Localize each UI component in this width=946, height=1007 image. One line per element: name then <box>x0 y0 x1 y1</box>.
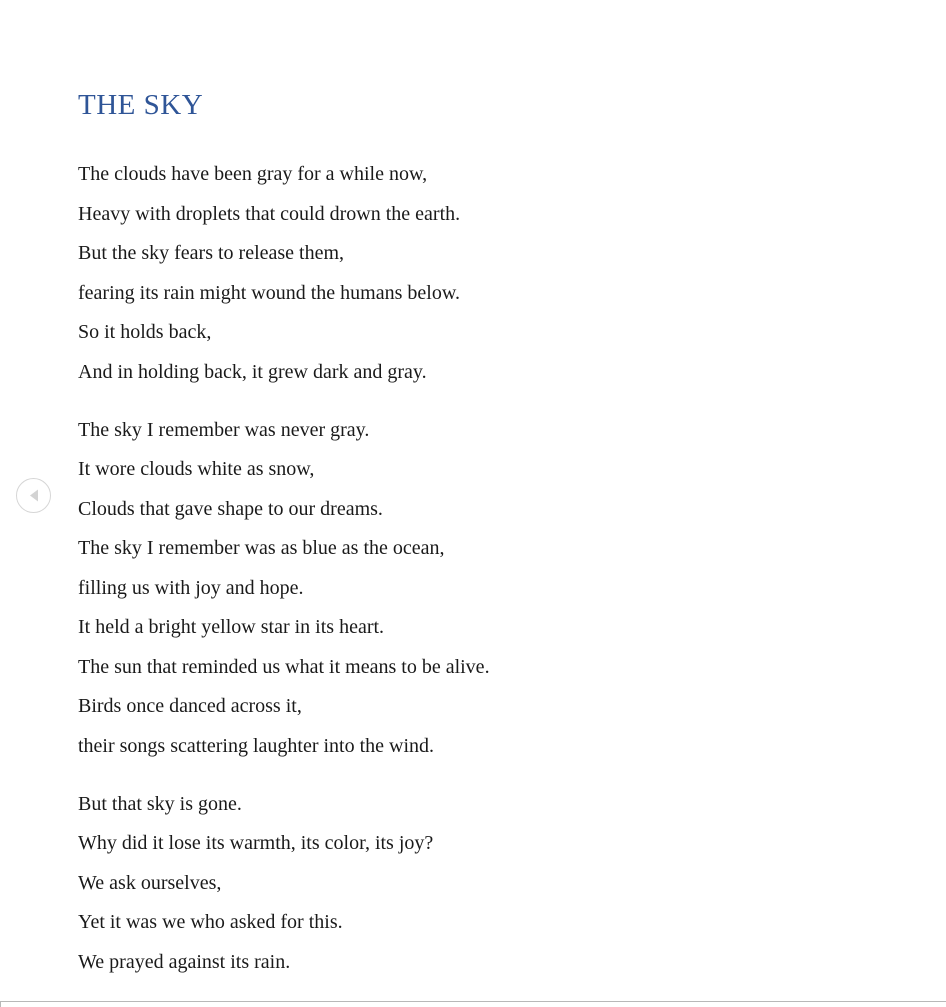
poem-title: THE SKY <box>78 89 204 121</box>
triangle-left-icon <box>17 479 49 511</box>
poem-line: Heavy with droplets that could drown the earth. <box>78 202 461 225</box>
stanza-3 <box>78 785 838 983</box>
poem-line: The sky I remember was never gray. <box>78 418 370 441</box>
next-page-edge <box>0 1001 946 1007</box>
poem-line: It held a bright yellow star in its heart. <box>78 616 385 638</box>
poem-line: We prayed against its rain. <box>78 950 291 973</box>
stanza-1 <box>78 155 838 392</box>
poem-line: We ask ourselves, <box>78 871 222 894</box>
poem-line: The sky I remember was as blue as the ocean, <box>78 537 445 559</box>
poem-line: filling us with joy and hope. <box>78 576 304 599</box>
poem-line: their songs scattering laughter into the wind. <box>78 734 435 757</box>
poem-line: Birds once danced across it, <box>78 695 302 717</box>
poem-line: So it holds back, <box>78 321 212 343</box>
poem-line: fearing its rain might wound the humans below. <box>78 281 460 304</box>
poem-line: Clouds that gave shape to our dreams. <box>78 497 383 520</box>
poem-line: It wore clouds white as snow, <box>78 458 315 480</box>
poem-body <box>78 155 838 1001</box>
poem-line: The sun that reminded us what it means to be alive. <box>78 655 490 678</box>
poem-line: And in holding back, it grew dark and gray. <box>78 360 427 383</box>
previous-page-button[interactable] <box>16 478 51 513</box>
poem-line: Why did it lose its warmth, its color, its joy? <box>78 832 434 854</box>
poem-line: Yet it was we who asked for this. <box>78 911 343 933</box>
poem-line: But that sky is gone. <box>78 792 242 815</box>
stanza-2 <box>78 411 838 767</box>
poem-line: But the sky fears to release them, <box>78 242 345 264</box>
poem-line: The clouds have been gray for a while now, <box>78 163 428 185</box>
